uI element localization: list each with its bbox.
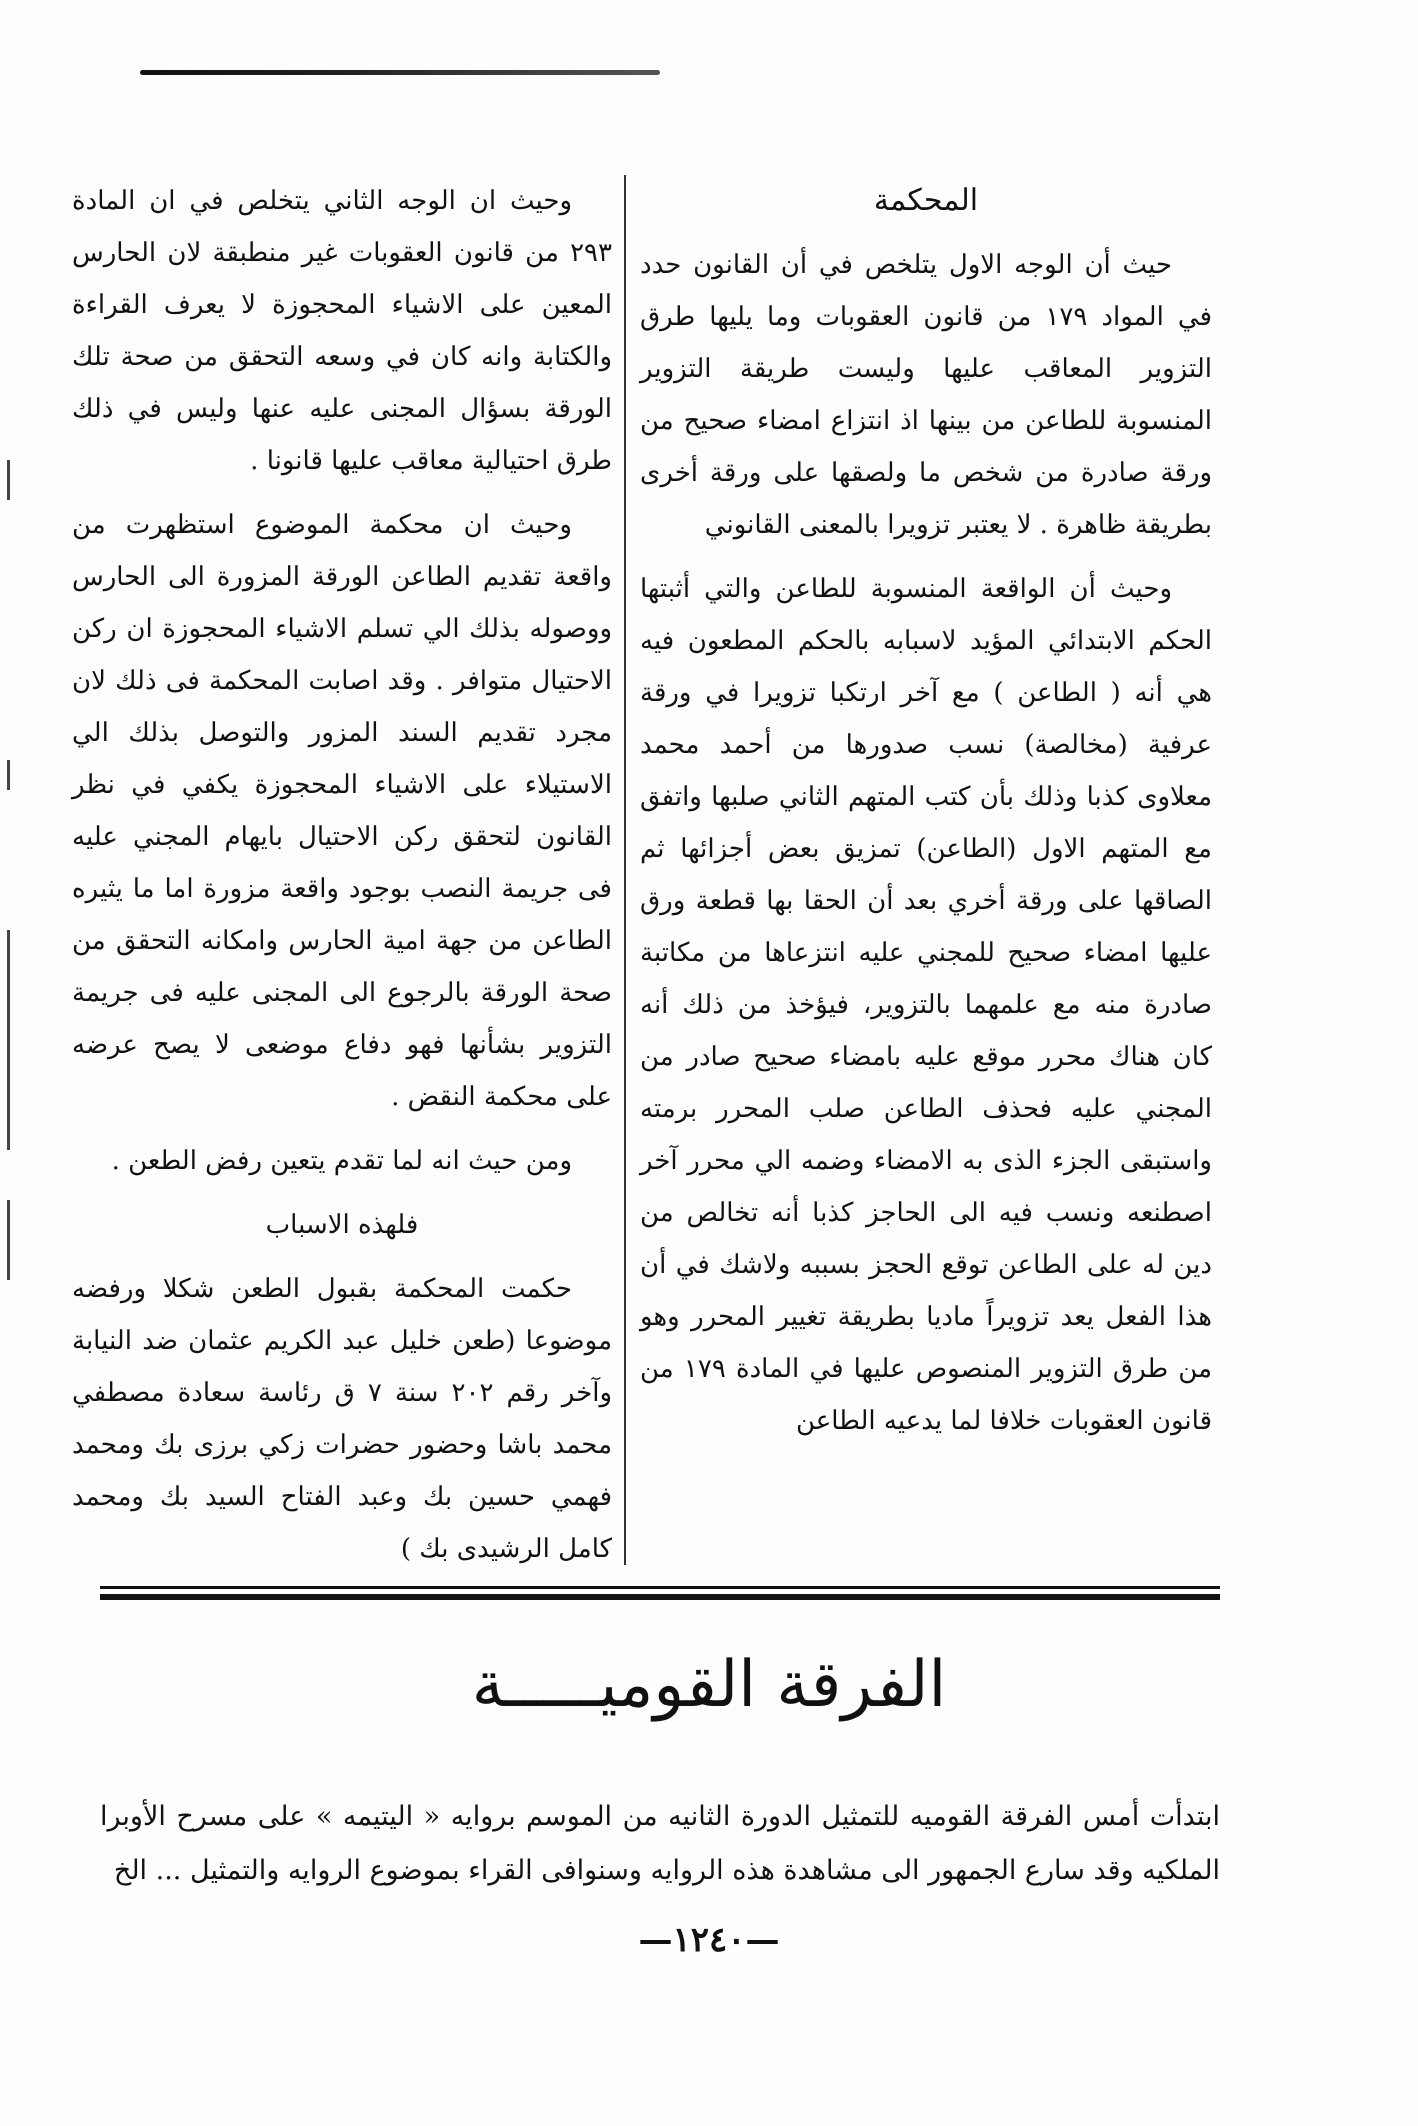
right-column <box>640 175 1212 1459</box>
left-paragraph-3: ومن حيث انه لما تقدم يتعين رفض الطعن . <box>111 1146 572 1176</box>
page-number: —١٢٤٠— <box>638 1920 780 1960</box>
left-column <box>72 175 612 1587</box>
left-paragraph-1: وحيث ان الوجه الثاني يتخلص في ان المادة ٢٩٣ من قانون العقوبات غير منطبقة لان الحارس المعين على الاشياء المحجوزة لا يعرف القراءة والكتابة وانه كان في وسعه التحقق من صحة تلك الورقة بسؤال المجنى عليه عنها وليس في ذلك طرق احتيالية معاقب عليها قانونا . <box>72 186 612 476</box>
article-headline: الفرقة القوميـــــة <box>471 1648 947 1722</box>
left-paragraph-2: وحيث ان محكمة الموضوع استظهرت من واقعة تقديم الطاعن الورقة المزورة الى الحارس ووصوله بذلك الي تسلم الاشياء المحجوزة ان ركن الاحتيال متوافر . وقد اصابت المحكمة فى ذلك لان مجرد تقديم السند المزور والتوصل بذلك الي الاستيلاء على الاشياء المحجوزة يكفي في نظر القانون لتحقق ركن الاحتيال بايهام المجني عليه فى جريمة النصب بوجود واقعة مزورة اما ما يثيره الطاعن من جهة امية الحارس وامكانه التحقق من صحة الورقة بالرجوع الى المجنى عليه فى جريمة التزوير بشأنها فهو دفاع موضعى لا يصح عرضه على محكمة النقض . <box>72 510 612 1112</box>
right-paragraph-2: وحيث أن الواقعة المنسوبة للطاعن والتي أثبتها الحكم الابتدائي المؤيد لاسبابه بالحكم المطعون فيه هي أنه ( الطاعن ) مع آخر ارتكبا تزويرا في ورقة عرفية (مخالصة) نسب صدورها من أحمد محمد معلاوى كذبا وذلك بأن كتب المتهم الثاني صلبها واتفق مع المتهم الاول (الطاعن) تمزيق بعض أجزائها ثم الصاقها على ورقة أخري بعد أن الحقا بها قطعة ورق عليها امضاء صحيح للمجني عليه انتزعاها من مكاتبة صادرة منه مع علمهما بالتزوير، فيؤخذ من ذلك أنه كان هناك محرر موقع عليه بامضاء صحيح صادر من المجني عليه فحذف الطاعن صلب المحرر برمته واستبقى الجزء الذى به الامضاء وضمه الي محرر آخر اصطنعه ونسب فيه الى الحاجز كذبا أنه تخالص من دين له على الطاعن توقع الحجز بسببه ولاشك في أن هذا الفعل يعد تزويراً ماديا بطريقة تغيير المحرر وهو من طرق التزوير المنصوص عليها في المادة ١٧٩ من قانون العقوبات خلافا لما يدعيه الطاعن <box>640 574 1213 1436</box>
reasons-heading: فلهذه الاسباب <box>265 1210 419 1240</box>
top-rule <box>140 70 660 75</box>
section-rule-bottom <box>100 1594 1220 1600</box>
right-paragraph-1: حيث أن الوجه الاول يتلخص في أن القانون حدد في المواد ١٧٩ من قانون العقوبات وما يليها طرق التزوير المعاقب عليها وليست طريقة التزوير المنسوبة للطاعن من بينها اذ انتزاع امضاء صحيح من ورقة صادرة من شخص ما ولصقها على ورقة أخرى بطريقة ظاهرة . لا يعتبر تزويرا بالمعنى القانوني <box>640 250 1212 540</box>
column-divider <box>624 175 626 1565</box>
section-rule-top <box>100 1586 1220 1589</box>
verdict-paragraph: حكمت المحكمة بقبول الطعن شكلا ورفضه موضوعا (طعن خليل عبد الكريم عثمان ضد النيابة وآخر رقم ٢٠٢ سنة ٧ ق رئاسة سعادة مصطفي محمد باشا وحضور حضرات زكي برزى بك ومحمد فهمي حسين بك وعبد الفتاح السيد بك ومحمد كامل الرشيدى بك ) <box>72 1274 612 1564</box>
article-body: ابتدأت أمس الفرقة القوميه للتمثيل الدورة الثانيه من الموسم بروايه « اليتيمه » على مسرح الأوبرا الملكيه وقد سارع الجمهور الى مشاهدة هذه الروايه وسنوافى القراء بموضوع الروايه والتمثيل ... الخ <box>100 1801 1220 1886</box>
court-heading: المحكمة <box>873 183 979 218</box>
margin-marks <box>4 460 14 1460</box>
